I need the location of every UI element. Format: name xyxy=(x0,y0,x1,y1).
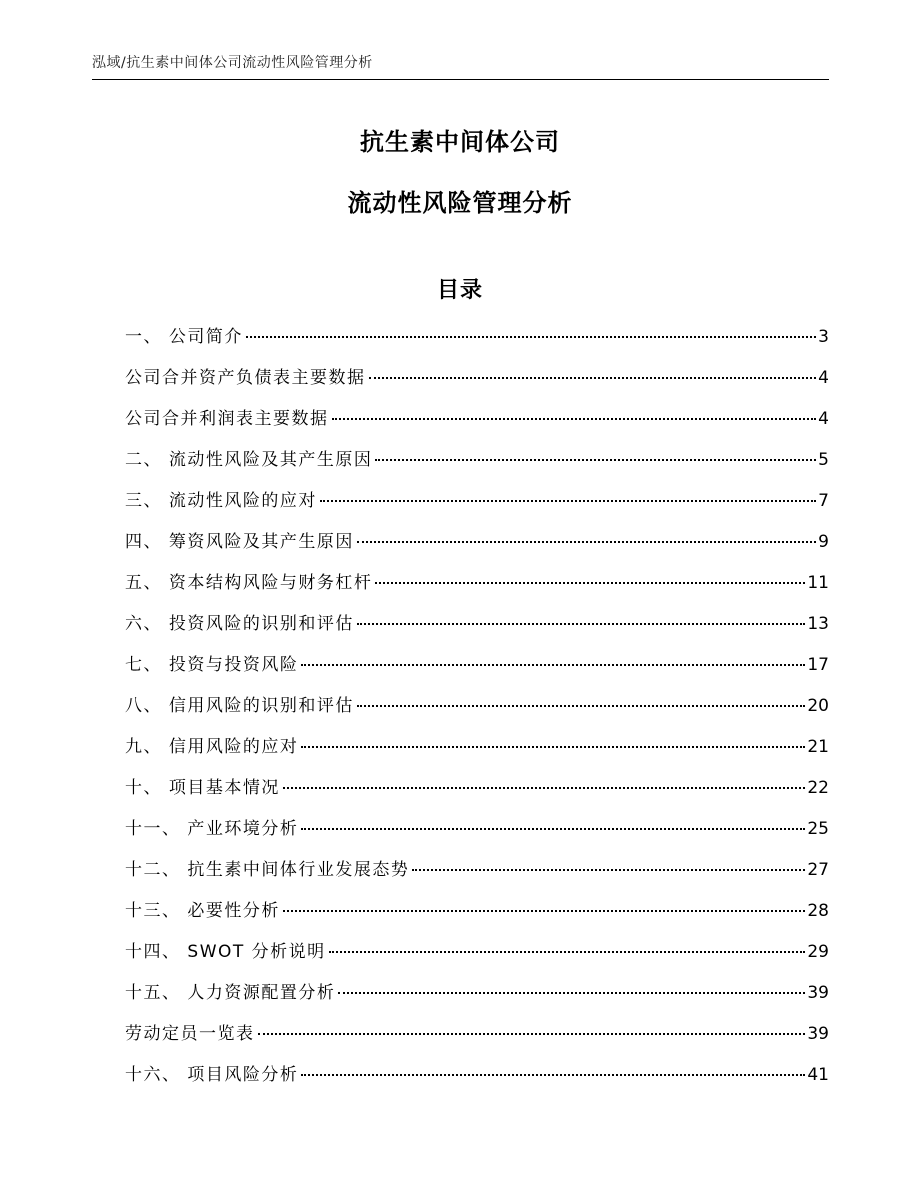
toc-dot-leader xyxy=(283,787,805,789)
toc-entry-page-number: 41 xyxy=(807,1065,829,1085)
toc-entry-page-number: 3 xyxy=(818,327,829,347)
toc-entry-page-number: 27 xyxy=(807,860,829,880)
toc-entry[interactable] xyxy=(125,937,829,978)
toc-entry-page-number: 5 xyxy=(818,450,829,470)
toc-entry-label: 十六、 项目风险分析 xyxy=(125,1065,299,1085)
toc-entry-label: 劳动定员一览表 xyxy=(125,1024,255,1044)
toc-heading: 目录 xyxy=(436,278,483,303)
toc-entry-page-number: 21 xyxy=(807,737,829,757)
toc-entry-label: 十一、 产业环境分析 xyxy=(125,819,299,839)
toc-entry-page-number: 13 xyxy=(807,614,829,634)
toc-entry-label: 六、 投资风险的识别和评估 xyxy=(125,614,354,634)
toc-dot-leader xyxy=(357,541,816,543)
toc-entry-page-number: 29 xyxy=(807,942,829,962)
toc-entry-label: 十二、 抗生素中间体行业发展态势 xyxy=(125,860,410,880)
toc-entry[interactable] xyxy=(125,855,829,896)
toc-dot-leader xyxy=(283,910,805,912)
toc-dot-leader xyxy=(320,500,816,502)
document-title-line-2: 流动性风险管理分析 xyxy=(347,189,573,217)
toc-entry-label: 公司合并资产负债表主要数据 xyxy=(125,368,366,388)
toc-entry[interactable] xyxy=(125,527,829,568)
toc-entry-page-number: 9 xyxy=(818,532,829,552)
toc-dot-leader xyxy=(357,623,805,625)
toc-dot-leader xyxy=(412,869,805,871)
toc-entry-label: 十四、 SWOT 分析说明 xyxy=(125,942,326,962)
toc-entry[interactable] xyxy=(125,363,829,404)
toc-entry[interactable] xyxy=(125,814,829,855)
toc-dot-leader xyxy=(375,459,816,461)
toc-entry[interactable] xyxy=(125,896,829,937)
toc-entry[interactable] xyxy=(125,322,829,363)
toc-entry-label: 十、 项目基本情况 xyxy=(125,778,280,798)
toc-entry-label: 九、 信用风险的应对 xyxy=(125,737,299,757)
toc-dot-leader xyxy=(338,992,805,994)
toc-entry-label: 十三、 必要性分析 xyxy=(125,901,280,921)
running-header: 泓域/抗生素中间体公司流动性风险管理分析 xyxy=(92,52,829,80)
toc-entry-label: 四、 筹资风险及其产生原因 xyxy=(125,532,354,552)
toc-entry-page-number: 11 xyxy=(807,573,829,593)
toc-entry[interactable] xyxy=(125,773,829,814)
toc-entry[interactable] xyxy=(125,445,829,486)
toc-entry-label: 三、 流动性风险的应对 xyxy=(125,491,317,511)
toc-dot-leader xyxy=(375,582,805,584)
toc-entry-page-number: 39 xyxy=(807,1024,829,1044)
toc-entry-label: 八、 信用风险的识别和评估 xyxy=(125,696,354,716)
toc-entry-page-number: 39 xyxy=(807,983,829,1003)
toc-dot-leader xyxy=(357,705,805,707)
toc-entry-page-number: 7 xyxy=(818,491,829,511)
toc-dot-leader xyxy=(301,664,805,666)
toc-entry-page-number: 17 xyxy=(807,655,829,675)
toc-entry-page-number: 22 xyxy=(807,778,829,798)
toc-entry-page-number: 28 xyxy=(807,901,829,921)
toc-entry[interactable] xyxy=(125,1019,829,1060)
toc-entry[interactable] xyxy=(125,732,829,773)
toc-entry[interactable] xyxy=(125,486,829,527)
toc-entry-label: 公司合并利润表主要数据 xyxy=(125,409,329,429)
toc-dot-leader xyxy=(329,951,806,953)
toc-entry-page-number: 4 xyxy=(818,409,829,429)
toc-dot-leader xyxy=(301,828,805,830)
toc-dot-leader xyxy=(301,746,805,748)
toc-entry-page-number: 25 xyxy=(807,819,829,839)
toc-entry-label: 二、 流动性风险及其产生原因 xyxy=(125,450,373,470)
toc-dot-leader xyxy=(332,418,817,420)
toc-entry-label: 七、 投资与投资风险 xyxy=(125,655,299,675)
toc-dot-leader xyxy=(258,1033,806,1035)
toc-entry-label: 十五、 人力资源配置分析 xyxy=(125,983,336,1003)
toc-entry[interactable] xyxy=(125,609,829,650)
toc-entry[interactable] xyxy=(125,1060,829,1101)
toc-dot-leader xyxy=(301,1074,805,1076)
toc-entry-page-number: 4 xyxy=(818,368,829,388)
toc-entry-label: 一、 公司简介 xyxy=(125,327,243,347)
document-title-line-1: 抗生素中间体公司 xyxy=(360,128,560,156)
toc-dot-leader xyxy=(369,377,817,379)
toc-entry-label: 五、 资本结构风险与财务杠杆 xyxy=(125,573,373,593)
toc-entry[interactable] xyxy=(125,568,829,609)
toc-dot-leader xyxy=(246,336,816,338)
table-of-contents xyxy=(125,322,829,1101)
toc-entry[interactable] xyxy=(125,650,829,691)
toc-entry[interactable] xyxy=(125,691,829,732)
toc-entry-page-number: 20 xyxy=(807,696,829,716)
toc-entry[interactable] xyxy=(125,404,829,445)
toc-entry[interactable] xyxy=(125,978,829,1019)
